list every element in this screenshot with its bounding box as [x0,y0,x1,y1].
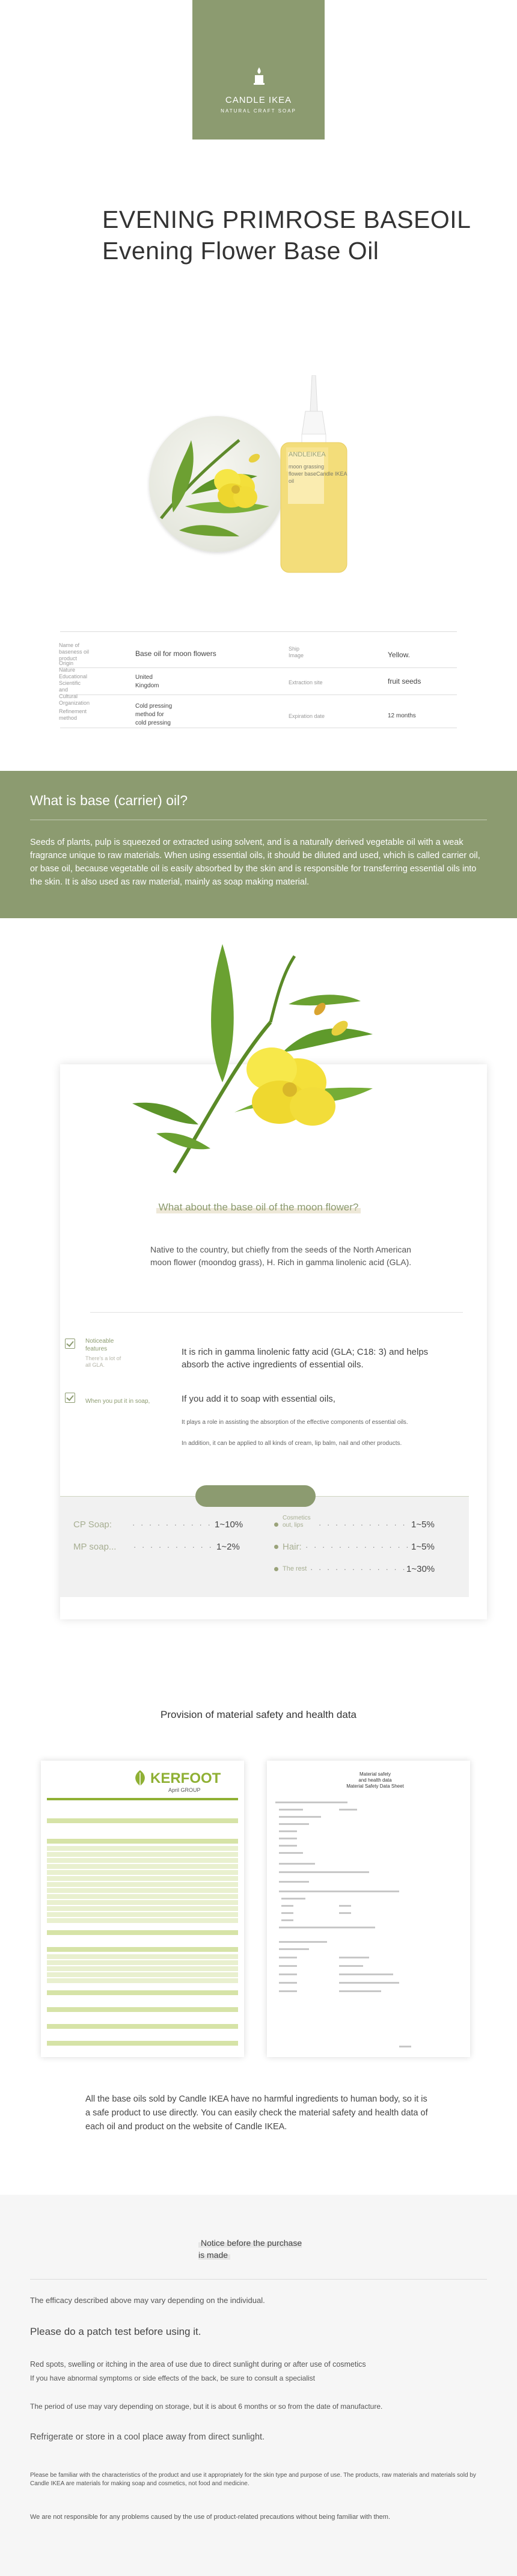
flower-photo [149,416,285,552]
doc-row [47,1882,238,1887]
method-label: Refinement method [59,708,87,721]
doc-line [279,1957,297,1958]
doc-row [47,1894,238,1899]
usage-dots: · · · · · · · · · · · [132,1520,221,1529]
kerfoot-leaf-icon [131,1769,149,1787]
notice-item: Refrigerate or store in a cool place away from direct sunlight. [30,2432,265,2442]
usage-value: 1~5% [411,1520,435,1530]
name-value: Base oil for moon flowers [135,649,216,658]
doc-row [47,1888,238,1893]
msds-sheet-title: Material safety and health data Material Safety Data Sheet [346,1771,404,1789]
brand-name: CANDLE IKEA [225,95,292,105]
doc-rule [47,1798,238,1800]
notice-item: Red spots, swelling or itching in the area of use due to direct sunlight during or after use of cosmetics [30,2360,366,2369]
feature2-note2: In addition, it can be applied to all kinds of cream, lip balm, nail and other products. [182,1440,402,1447]
usage-label: The rest [283,1565,307,1572]
table-divider [60,667,457,668]
msds-document-kerfoot[interactable] [41,1761,244,2057]
doc-line [399,2046,411,2047]
doc-line [339,1809,357,1811]
color-value: Yellow. [388,651,410,659]
usage-label: MP soap... [73,1542,117,1552]
doc-line [279,1891,399,1892]
page-subtitle: Evening Flower Base Oil [102,237,379,265]
notice-item: If you have abnormal symptoms or side effects of the back, be sure to consult a specialist [30,2374,316,2382]
doc-line [279,1816,321,1818]
kerfoot-brand: KERFOOT [150,1770,221,1786]
expiry-label: Expiration date [289,713,325,719]
check-icon [65,1339,75,1349]
notice-item: The period of use may vary depending on storage, but it is about 6 months or so from the date of manufacture. [30,2402,383,2411]
doc-row [47,1930,238,1935]
msds-title: Provision of material safety and health data [160,1709,357,1720]
doc-row [47,1876,238,1881]
usage-value: 1~2% [216,1542,240,1552]
doc-line [279,1927,375,1928]
doc-line [281,1912,293,1914]
usage-dots: · · · · · · · · · · · [319,1520,407,1529]
doc-row [47,1858,238,1863]
doc-row [47,1900,238,1905]
feature2-text: If you add it to soap with essential oils, [182,1394,335,1404]
doc-line [339,1982,399,1984]
doc-row [47,1912,238,1917]
origin-label: Origin Nature Educational Scientific and Cultural Organization [59,660,90,706]
notice-item: We are not responsible for any problems caused by the use of product-related precautions without being familiar with them. [30,2513,391,2521]
doc-row [47,1990,238,1995]
doc-row [47,1846,238,1851]
doc-line [279,1881,309,1883]
feature2-note1: It plays a role in assisting the absorption of the effective components of essential oils. [182,1419,408,1426]
doc-row [47,1947,238,1952]
doc-line [279,1830,297,1832]
doc-line [279,1982,297,1984]
feature1-text: It is rich in gamma linolenic fatty acid (GLA; C18: 3) and helps absorb the active ingredients of essential oils. [182,1347,429,1370]
usage-dots: · · · · · · · · · · · · · [305,1542,411,1551]
bottle-sub: Candle IKEA [316,471,347,477]
usage-label: Cosmetics out, lips [283,1515,311,1529]
doc-row [47,1870,238,1875]
doc-line [281,1919,293,1921]
doc-row [47,2041,238,2046]
moon-flower-question [0,1201,517,1213]
doc-row [47,2007,238,2012]
doc-line [281,1905,293,1907]
name-label: Name of baseness oil product [59,642,90,661]
doc-line [339,1965,363,1967]
doc-line [279,1990,297,1992]
bullet-icon [274,1523,278,1527]
doc-line [279,1871,369,1873]
bullet-icon [274,1567,278,1571]
doc-row [47,1839,238,1844]
evening-primrose-image [132,932,397,1179]
doc-row [47,1966,238,1971]
extract-value: fruit seeds [388,677,421,685]
notice-title [198,2237,319,2261]
doc-line [279,1948,309,1950]
doc-line [275,1802,347,1803]
brand-tagline: NATURAL CRAFT SOAP [221,108,296,114]
usage-dots: · · · · · · · · · · [133,1542,213,1551]
feature1-label: Noticeable features [85,1338,114,1352]
bullet-icon [274,1545,278,1549]
doc-line [279,1809,303,1811]
usage-value: 1~10% [215,1520,243,1530]
doc-row [47,2024,238,2029]
origin-value: United Kingdom [135,674,159,689]
doc-line [339,1973,393,1975]
base-oil-title: What is base (carrier) oil? [30,793,188,808]
doc-row [47,1818,238,1823]
extract-label: Extraction site [289,679,323,685]
base-oil-text: Seeds of plants, pulp is squeezed or extracted using solvent, and is a naturally derived vegetable oil with a weak fragrance unique to raw materials. When using essential oils, it should be diluted and used, which is called carrier oil, or base oil, because vegetable oil is easily absorbed by the skin and is responsible for transferring essential oils into the skin. It is also used as raw material, mainly as soap making material. [30,838,480,887]
usage-value: 1~5% [411,1542,435,1552]
feature2-label: When you put it in soap, [85,1398,150,1405]
doc-row [47,1972,238,1977]
doc-line [279,1973,297,1975]
table-divider [60,631,457,632]
doc-line [279,1965,297,1967]
doc-line [279,1863,315,1865]
notice-title-text: Notice before the purchase is made [198,2238,302,2260]
card-divider [90,1312,463,1313]
usage-value: 1~30% [406,1564,435,1574]
doc-line [281,1898,305,1900]
moon-flower-intro: Native to the country, but chiefly from the seeds of the North American moon flower (moondog grass), H. Rich in gamma linolenic acid (GLA). [150,1245,412,1267]
doc-line [279,1838,297,1839]
expiry-value: 12 months [388,713,416,719]
color-label: Ship Image [289,646,304,658]
doc-line [339,1905,351,1907]
doc-row [47,1918,238,1923]
doc-row [47,1906,238,1911]
notice-item: Please be familiar with the characteristics of the product and use it appropriately for the skin type and purpose of use. The products, raw materials and materials sold by Candle IKEA are materials for making soap and cosmetics, not food and medicine. [30,2472,476,2487]
kerfoot-group: April GROUP [168,1787,201,1793]
evening-primrose-illustration [149,416,285,552]
feature1-sub: There's a lot of all GLA. [85,1355,121,1368]
doc-line [279,1845,297,1847]
doc-line [279,1852,303,1854]
doc-row [47,1978,238,1983]
notice-divider [30,2279,487,2280]
doc-line [339,1957,369,1958]
msds-document-sheet[interactable] [267,1761,470,2057]
bottle-brand: ANDLEIKEA [289,451,326,458]
check-icon [65,1393,75,1403]
notice-item: Please do a patch test before using it. [30,2326,201,2337]
usage-label: CP Soap: [73,1520,112,1530]
usage-label: Hair: [283,1542,302,1552]
page-title: EVENING PRIMROSE BASEOIL [102,206,471,233]
candle-icon [252,67,266,85]
brand-logo[interactable] [192,0,325,140]
doc-row [47,1954,238,1959]
doc-row [47,1864,238,1869]
doc-line [339,1912,351,1914]
moon-flower-question-text: What about the base oil of the moon flower? [156,1201,361,1213]
msds-text: All the base oils sold by Candle IKEA have no harmful ingredients to human body, so it is a safe product to use directly. You can easily check the material safety and health data of each oil and product on the website of Candle IKEA. [85,2094,428,2132]
doc-row [47,1852,238,1857]
doc-line [339,1990,381,1992]
doc-line [279,1823,309,1825]
bottle-product-name: moon grassing flower base oil [289,464,325,484]
usage-header-pill [195,1485,316,1507]
method-value: Cold pressing method for cold pressing [135,703,173,726]
doc-row [47,1960,238,1965]
notice-item: The efficacy described above may vary depending on the individual. [30,2296,265,2305]
doc-line [279,1941,327,1943]
usage-dots: · · · · · · · · · · · · [310,1565,407,1574]
